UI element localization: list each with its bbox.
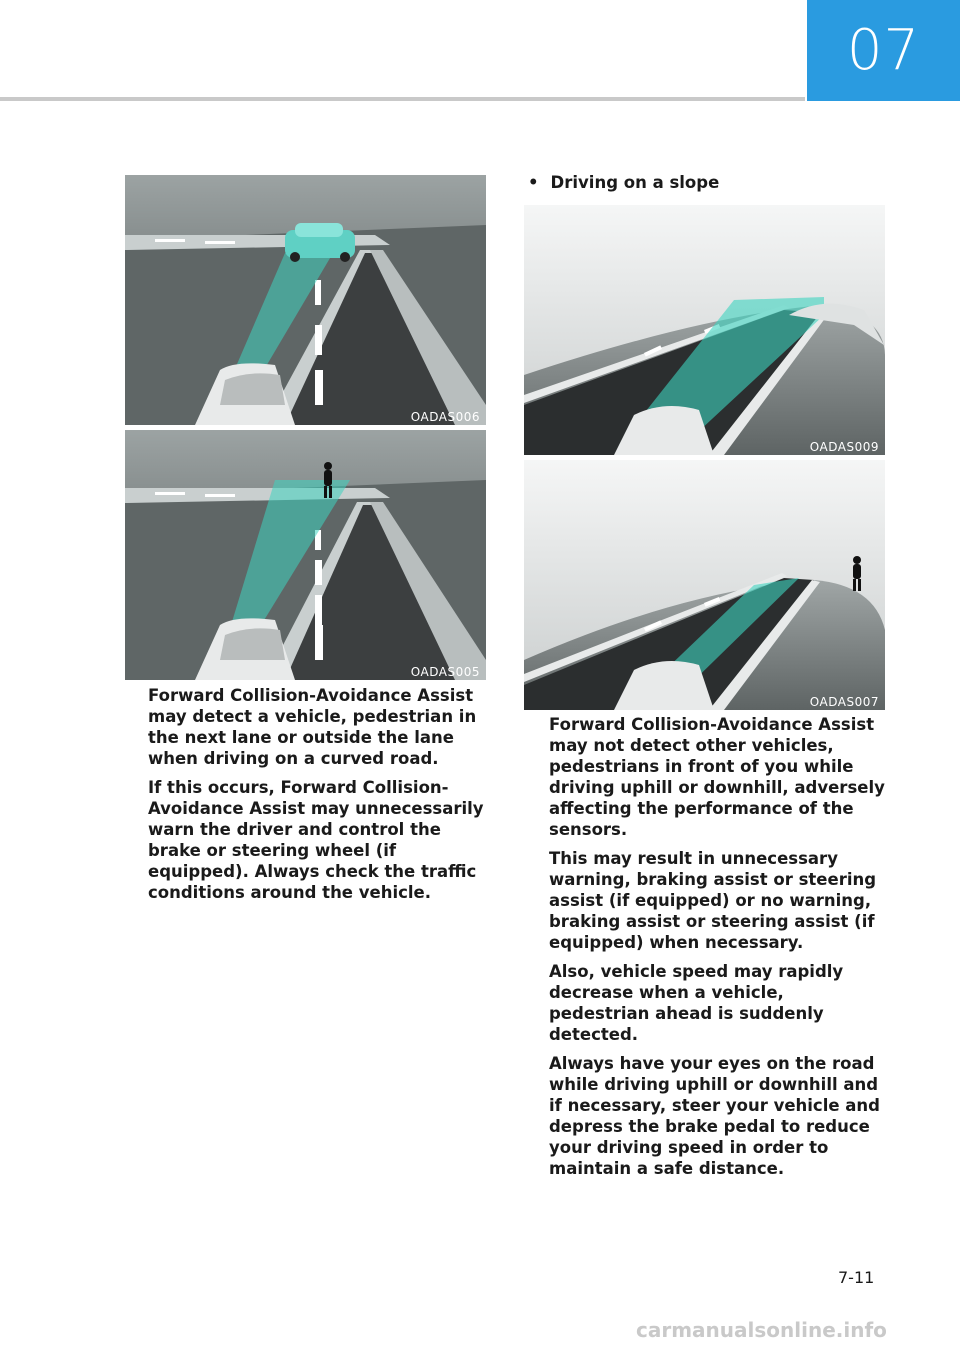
figure-slope-pedestrian [524, 460, 885, 710]
right-paragraph-2: This may result in unnecessary warning, braking assist or steering assist (if equipped) or no warning, braking assist or steering assist (if equipped) when necessary. [549, 849, 877, 952]
figure-code: OADAS009 [809, 440, 879, 454]
right-paragraph-4: Always have your eyes on the road while driving uphill or downhill and if necessary, steer your vehicle and depress the brake pedal to reduce your driving speed in order to maintain a safe distance. [549, 1054, 880, 1178]
figure-code: OADAS006 [410, 410, 480, 424]
right-paragraph-3: Also, vehicle speed may rapidly decrease when a vehicle, pedestrian ahead is suddenly detected. [549, 962, 844, 1044]
section-heading [528, 173, 719, 192]
left-text [148, 685, 493, 911]
left-paragraph-1: Forward Collision-Avoidance Assist may detect a vehicle, pedestrian in the next lane or outside the lane when driving on a curved road. [148, 686, 477, 768]
page-number: 7-11 [838, 1268, 875, 1287]
figure-curve-pedestrian [125, 430, 486, 680]
figure-code: OADAS005 [410, 665, 480, 679]
right-text [549, 714, 889, 1187]
figure-slope-vehicle [524, 205, 885, 455]
right-paragraph-1: Forward Collision-Avoidance Assist may not detect other vehicles, pedestrians in front of you while driving uphill or downhill, adversely affecting the performance of the sensors. [549, 715, 885, 839]
section-heading-label: Driving on a slope [550, 173, 720, 192]
figure-curve-vehicle [125, 175, 486, 425]
figure-code: OADAS007 [809, 695, 879, 709]
header-rule [0, 97, 805, 101]
bullet-icon: • [528, 173, 539, 192]
chapter-tab: 07 [807, 0, 960, 101]
footer-watermark: carmanualsonline.info [636, 1318, 887, 1342]
left-paragraph-2: If this occurs, Forward Collision-Avoidance Assist may unnecessarily warn the driver and control the brake or steering wheel (if equipped). Always check the traffic conditions around the vehicle. [148, 778, 484, 902]
